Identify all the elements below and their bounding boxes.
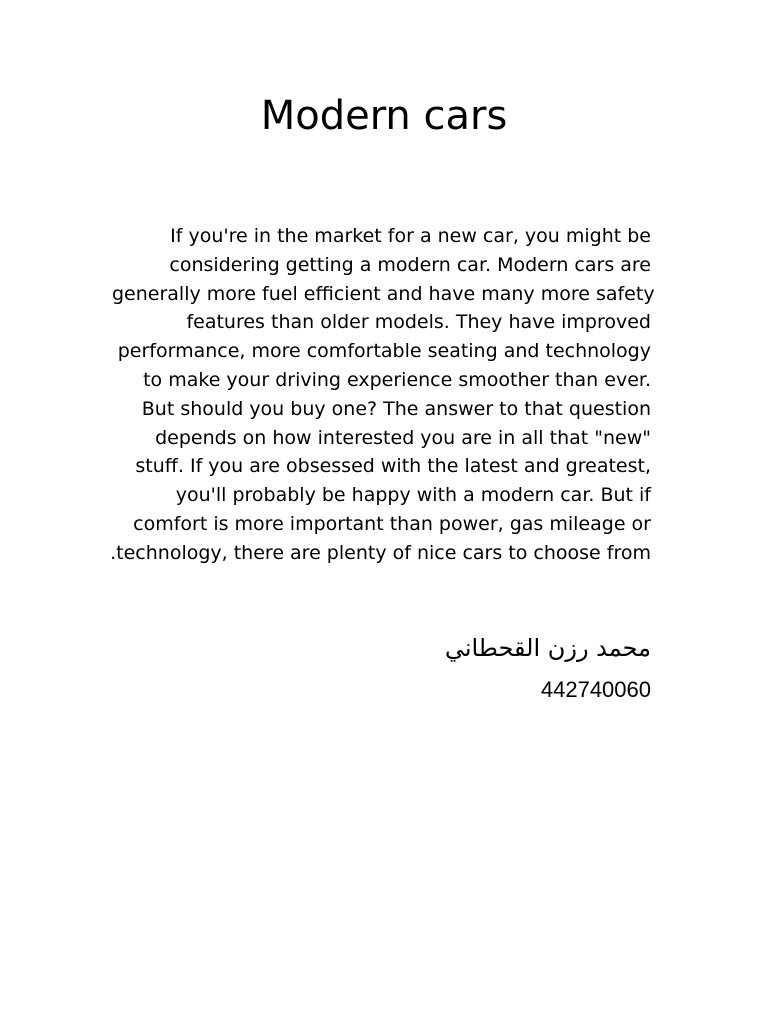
document-title: Modern cars [260, 93, 508, 139]
student-id: 442740060 [540, 677, 651, 702]
paragraph-line: to make your driving experience smoother than ever. [143, 368, 651, 391]
body-paragraph [110, 222, 655, 568]
paragraph-line: performance, more comfortable seating and technology [117, 340, 651, 363]
paragraph-line: But should you buy one? The answer to that question [141, 397, 651, 420]
paragraph-line: you'll probably be happy with a modern car. But if [175, 484, 651, 507]
paragraph-line: technology, there are plenty of nice cars to choose from. [110, 541, 651, 564]
paragraph-line: considering getting a modern car. Modern cars are [169, 253, 651, 276]
paragraph-line: depends on how interested you are in all that "new" [155, 426, 651, 449]
paragraph-line: features than older models. They have improved [186, 311, 651, 334]
paragraph-line: comfort is more important than power, gas mileage or [133, 512, 651, 535]
paragraph-line: If you're in the market for a new car, you might be [170, 225, 651, 247]
paragraph-line: stuff. If you are obsessed with the latest and greatest, [135, 455, 651, 478]
author-name: محمد رزن القحطاني [444, 634, 651, 662]
paragraph-line: generally more fuel efficient and have many more safety [112, 282, 655, 305]
